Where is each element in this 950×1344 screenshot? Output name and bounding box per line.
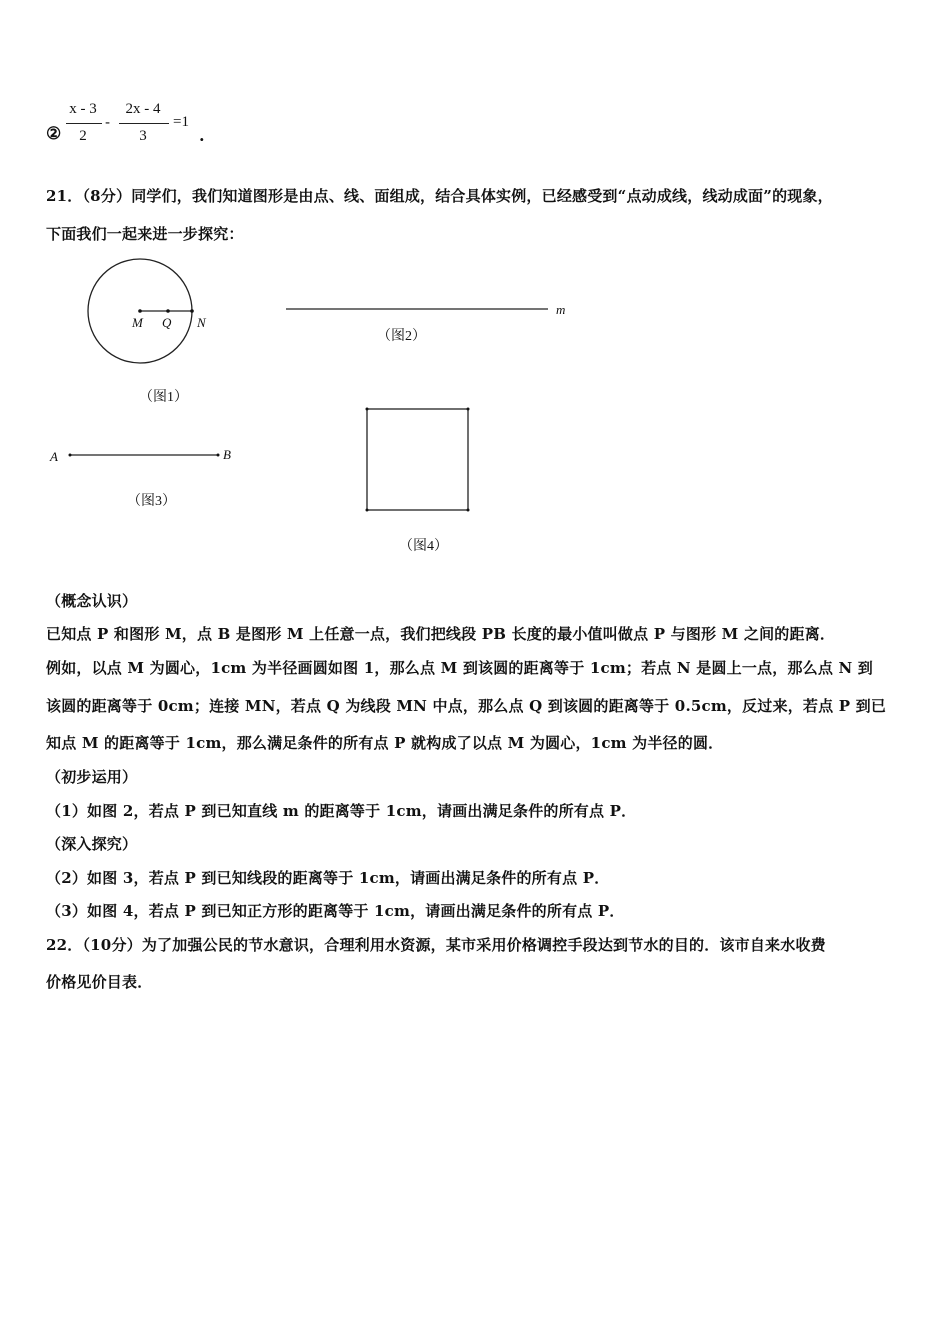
fig4-vertex <box>366 509 369 512</box>
fig1-label-m: M <box>132 315 143 330</box>
explore-heading: （深入探究） <box>46 835 138 853</box>
fig3-point-a <box>69 454 72 457</box>
fig3-caption: （图3） <box>127 494 176 509</box>
q22-line-1: 22．（10分）为了加强公民的节水意识，合理利用水资源，某市采用价格调控手段达到节水的目的．该市自来水收费 <box>46 936 826 954</box>
explore-question-3: （3）如图 4，若点 P 到已知正方形的距离等于 1cm，请画出满足条件的所有点 P． <box>46 902 625 920</box>
concept-heading: （概念认识） <box>46 592 138 610</box>
q22-line-2: 价格见价目表． <box>46 973 153 991</box>
fraction-1-numerator: x - 3 <box>69 101 97 117</box>
explore-question-2: （2）如图 3，若点 P 到已知线段的距离等于 1cm，请画出满足条件的所有点 P． <box>46 869 610 887</box>
concept-paragraph-4: 知点 M 的距离等于 1cm，那么满足条件的所有点 P 就构成了以点 M 为圆心，1cm 为半径的圆． <box>46 734 724 752</box>
fig1-point-m <box>138 309 142 313</box>
concept-paragraph-2: 例如，以点 M 为圆心，1cm 为半径画圆如图 1，那么点 M 到该圆的距离等于 1cm；若点 N 是圆上一点，那么点 N 到 <box>46 659 873 677</box>
fig3-point-b <box>217 454 220 457</box>
fig1-label-q: Q <box>162 315 172 330</box>
fig4-vertex <box>467 408 470 411</box>
fig1-point-q <box>166 309 170 313</box>
fig4-vertex <box>467 509 470 512</box>
minus-sign: - <box>105 113 111 131</box>
fraction-1-denominator: 2 <box>79 128 87 144</box>
fig1-label-n: N <box>197 315 206 330</box>
equation-rhs: =1 <box>173 114 189 130</box>
fig1-caption: （图1） <box>139 390 188 405</box>
fig3-label-a: A <box>50 449 58 464</box>
figures-svg <box>0 0 950 560</box>
circled-number-2: ② <box>46 124 62 144</box>
fig4-caption: （图4） <box>399 539 448 554</box>
equation-period: . <box>199 126 205 145</box>
fig2-caption: （图2） <box>377 329 426 344</box>
q21-line-2: 下面我们一起来进一步探究： <box>46 225 244 243</box>
concept-paragraph-1: 已知点 P 和图形 M，点 B 是图形 M 上任意一点，我们把线段 PB 长度的最小值叫做点 P 与图形 M 之间的距离． <box>46 625 836 643</box>
fig2-label-m: m <box>556 302 566 317</box>
fraction-2-numerator: 2x - 4 <box>125 101 161 117</box>
fig4-vertex <box>366 408 369 411</box>
fraction-2-denominator: 3 <box>139 128 147 144</box>
fig3-label-b: B <box>223 447 231 462</box>
apply-question-1: （1）如图 2，若点 P 到已知直线 m 的距离等于 1cm，请画出满足条件的所有点 P． <box>46 802 637 820</box>
q21-line-1: 21．（8分）同学们，我们知道图形是由点、线、面组成，结合具体实例，已经感受到“点动成线，线动成面”的现象， <box>46 187 833 205</box>
fig1-point-n <box>190 309 194 313</box>
fig4-square <box>367 409 468 510</box>
apply-heading: （初步运用） <box>46 768 138 786</box>
concept-paragraph-3: 该圆的距离等于 0cm；连接 MN，若点 Q 为线段 MN 中点，那么点 Q 到该圆的距离等于 0.5cm，反过来，若点 P 到已 <box>46 697 887 715</box>
